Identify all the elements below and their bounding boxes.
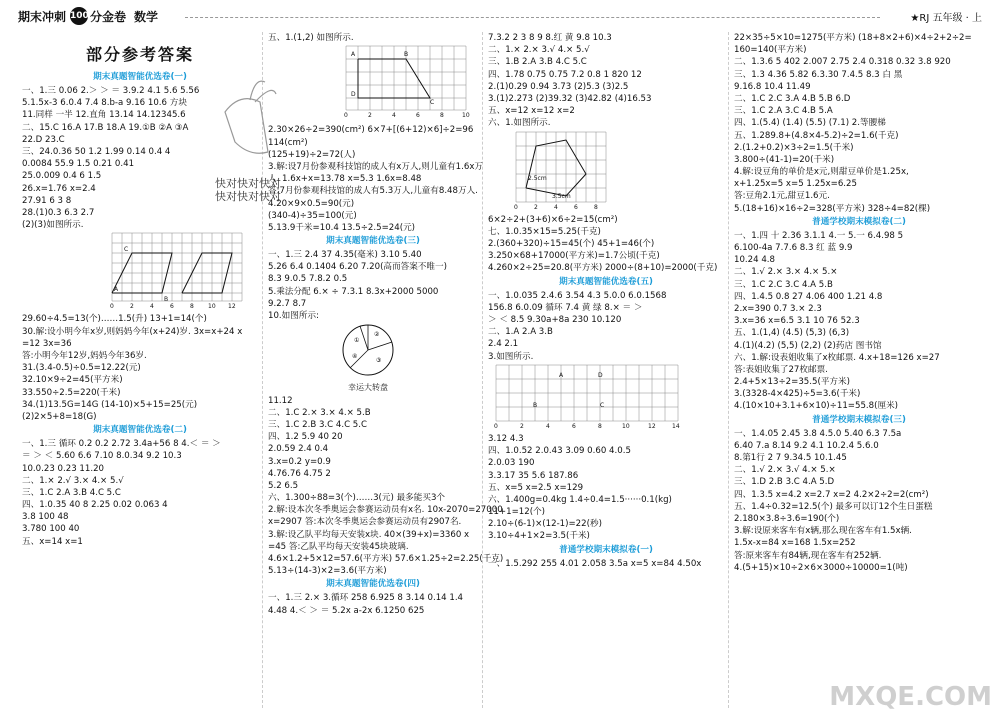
answer-line: 22.D 23.C: [22, 134, 65, 145]
answer-line: 二、1.A 2.A 3.B: [488, 327, 553, 338]
answer-line: 一、1.4.05 2.45 3.8 4.5.0 5.40 6.3 7.5a: [734, 428, 902, 439]
answer-line: 3.250×68+17000(平方米)=1.7公顷(千克): [488, 251, 660, 262]
answer-line: 10.如图所示:: [268, 311, 319, 322]
section-heading: 期末真题智能优选卷(一): [93, 72, 187, 82]
svg-text:6: 6: [574, 203, 578, 210]
answer-line: 6×2÷2+(3+6)×6÷2=15(cm²): [488, 214, 618, 225]
answer-lines: [268, 395, 504, 578]
answer-line: 33.550÷2.5=220(千米): [22, 387, 121, 398]
answer-line: 五、x=14 x=1: [22, 536, 83, 547]
answer-line: 29.60÷4.5=13(个)……1.5(升) 13+1=14(个): [22, 314, 207, 325]
answer-line: 11+1=12(个): [488, 507, 546, 518]
answer-line: 32.10×9÷2=45(平方米): [22, 375, 123, 386]
answer-line: 2.解:设本次冬季奥运会参赛运动员有x名. 10x-2070=27000: [268, 505, 503, 516]
answer-line: 一、1.0.035 2.4.6 3.54 4.3 5.0.0 6.0.1568: [488, 290, 667, 301]
header-divider: [185, 17, 880, 18]
svg-text:8: 8: [440, 112, 444, 120]
svg-text:2: 2: [368, 112, 372, 120]
section-heading: 普通学校期末模拟卷(三): [812, 414, 906, 425]
answer-line: 5.26 6.4 0.1404 6.20 7.20(高而答案不唯一): [268, 262, 447, 273]
svg-text:10: 10: [462, 112, 470, 120]
answer-line: 2.10÷(6-1)×(12-1)=22(秒): [488, 519, 602, 530]
answer-line: 2.x=390 0.7 3.× 2.3: [734, 303, 822, 314]
answer-lines: [488, 32, 724, 130]
answer-line: 一、1.三 循环 0.2 0.2 2.72 3.4a+56 8 4.＜ ＝ ＞: [22, 439, 221, 450]
answer-line: x+1.25x=5 x=5 1.25x=6.25: [734, 179, 857, 190]
answer-line: 4.解:设豆角的单价是x元,则甜豆单价是1.25x,: [734, 167, 909, 178]
page-header: [0, 0, 1000, 30]
answer-line: 一、1.5.292 255 4.01 2.058 3.5a x=5 x=84 4.50x: [488, 558, 702, 569]
answer-line: 二、1.× 2.× 3.√ 4.× 5.√: [488, 45, 590, 56]
answer-line: 114(cm²): [268, 137, 308, 148]
answer-lines: [488, 214, 724, 275]
column-divider: [482, 32, 483, 708]
answer-line: 2.180×3.8÷3.6=190(个): [734, 513, 840, 524]
points-grid-figure: [488, 363, 688, 429]
edition-label: ★RJ 五年级 · 上: [910, 13, 982, 24]
answer-line: 11.12: [268, 395, 293, 406]
answer-line: 10.0.23 0.23 11.20: [22, 463, 105, 474]
answer-line: 答:原来客车有84辆,现在客车有252辆.: [734, 550, 882, 561]
answer-line: 2.0.03 190: [488, 458, 535, 469]
svg-text:B: B: [533, 401, 538, 409]
answer-line: 四、1.0.52 2.0.43 3.09 0.60 4.0.5: [488, 446, 631, 457]
answer-line: 2.30×26÷2=390(cm²) 6×7+[(6+12)×6]÷2=96: [268, 125, 474, 136]
answer-line: 三、1.C 2.A 3.B 4.C 5.C: [22, 487, 121, 498]
answer-line: 三、1.C 2.C 3.C 4.A 5.B: [734, 279, 833, 290]
spinner-figure: [328, 322, 408, 394]
svg-text:8: 8: [594, 203, 598, 210]
answer-line: 25.0.009 0.4 6 1.5: [22, 171, 102, 182]
svg-text:3.5cm: 3.5cm: [552, 192, 571, 200]
answer-line: 9.16.8 10.4 11.49: [734, 81, 811, 92]
svg-text:D: D: [351, 91, 356, 99]
answer-line: 3.x=0.2 y=0.9: [268, 456, 331, 467]
svg-text:10: 10: [208, 303, 216, 310]
answer-line: 26.x=1.76 x=2.4: [22, 183, 96, 194]
svg-text:B: B: [164, 296, 169, 304]
answer-line: 9.2.7 8.7: [268, 298, 307, 309]
subject-label: 数学: [134, 9, 159, 24]
answer-line: 3.解:设原来客车有x辆,那么现在客车有1.5x辆.: [734, 526, 912, 537]
answer-line: 五、1.(1,4) (4.5) (5,3) (6,3): [734, 328, 850, 339]
svg-text:14: 14: [672, 422, 680, 429]
answer-line: 22×35÷5×10=1275(平方米) (18+8×2+6)×4÷2+2÷2=: [734, 33, 972, 43]
answer-line: 3.如图所示.: [488, 351, 534, 362]
answer-line: 二、15.C 16.A 17.B 18.A 19.①B ②A ③A: [22, 122, 189, 133]
answer-line: 三、24.0.36 50 1.2 1.99 0.14 0.4 4: [22, 146, 171, 157]
answer-line: 答:小明今年12岁,妈妈今年36岁.: [22, 351, 147, 362]
answer-line: 答:表姐收集了27枚邮票.: [734, 364, 828, 375]
svg-text:②: ②: [374, 331, 380, 339]
answer-lines: [488, 433, 724, 543]
answer-line: 4.76.76 4.75 2: [268, 468, 331, 479]
answer-line: 一、1.三 2.4 37 4.35(毫米) 3.10 5.40: [268, 250, 422, 261]
spinner-wheel: [340, 322, 396, 378]
section-heading: 期末真题智能优选卷(三): [326, 236, 420, 247]
svg-text:0: 0: [494, 422, 498, 429]
answer-line: 一、1.四 十 2.36 3.1.1 4.一 5.一 6.4.98 5: [734, 230, 904, 241]
answer-line: 31.(3.4-0.5)÷0.5=12.22(元): [22, 363, 141, 374]
answer-line: 2.0.59 2.4 0.4: [268, 444, 329, 455]
svg-text:0: 0: [110, 303, 114, 310]
svg-text:2.5cm: 2.5cm: [528, 174, 547, 182]
answer-lines: [734, 32, 984, 215]
svg-text:10: 10: [622, 422, 630, 429]
answer-line: 2.4 2.1: [488, 339, 519, 350]
answer-line: 四、1.0.35 40 8 2.25 0.02 0.063 4: [22, 500, 168, 511]
section-heading: 普通学校期末模拟卷(一): [559, 544, 653, 555]
answer-line: 3.12 4.3: [488, 433, 524, 444]
svg-text:④: ④: [352, 353, 358, 361]
answer-line: 3.780 100 40: [22, 524, 80, 535]
answer-lines: [22, 313, 258, 423]
title-part-1: 期末冲刺: [18, 9, 67, 24]
svg-text:12: 12: [228, 303, 236, 310]
answer-line: 3.x=36 x=6.5 3.1 10 76 52.3: [734, 316, 860, 327]
answer-line: 10.24 4.8: [734, 255, 776, 266]
section-heading: 期末真题智能优选卷(四): [326, 579, 420, 590]
answer-line: 四、1.4.5 0.8 27 4.06 400 1.21 4.8: [734, 291, 883, 302]
answer-line: 11.同样 一半 12.直角 13.14 14.12345.6: [22, 110, 186, 121]
svg-text:A: A: [351, 51, 356, 59]
answer-line: 5.13.9千米=10.4 13.5÷2.5=24(元): [268, 222, 416, 233]
answer-line: 二、1.3.6 5 402 2.007 2.75 2.4 0.318 0.32 3.8 920: [734, 57, 951, 68]
answer-line: 四、1.78 0.75 0.75 7.2 0.8 1 820 12: [488, 69, 642, 80]
parallelogram-grid-figure: [102, 231, 252, 309]
answer-line: x=2907 答:本次冬季奥运会参赛运动员有2907名.: [268, 517, 462, 528]
svg-text:4: 4: [392, 112, 396, 120]
answer-line: 5.(18+16)×16÷2=328(平方米) 328÷4=82(棵): [734, 203, 931, 214]
svg-text:C: C: [430, 99, 435, 107]
answer-line: 答:7月份参观科技馆的成人有5.3万人,儿童有8.48万人.: [268, 186, 478, 197]
page-title: 部分参考答案: [85, 45, 194, 64]
answer-line: 3.解:设乙队平均每天安装x块. 40×(39+x)=3360 x: [268, 529, 470, 540]
answer-line: 3.10÷4+1×2=3.5(千米): [488, 531, 590, 542]
answer-line: 3.(1)2.273 (2)39.32 (3)42.82 (4)16.53: [488, 93, 652, 104]
answer-line: 四、1.3.5 x=4.2 x=2.7 x=2 4.2×2÷2=2(cm²): [734, 489, 929, 500]
stamp-line: 快对快对快对: [215, 190, 281, 203]
answer-line: 160=140(平方米): [734, 45, 807, 56]
answer-line: (125+19)÷2=72(人): [268, 149, 356, 160]
svg-text:6: 6: [572, 422, 576, 429]
answer-line: 二、1.× 2.√ 3.× 4.× 5.√: [22, 475, 124, 486]
spinner-caption: 幸运大转盘: [348, 383, 388, 393]
section-heading: 普通学校期末模拟卷(二): [812, 216, 906, 227]
answer-line: 四、1.(5.4) (1.4) (5.5) (7.1) 2.等腰梯: [734, 118, 886, 129]
answer-line: 五、1.289.8+(4.8×4-5.2)÷2=1.6(千克): [734, 130, 899, 141]
svg-text:B: B: [404, 51, 409, 59]
svg-text:A: A: [559, 371, 564, 379]
answer-line: 5.乘法分配 6.× ÷ 7.3.1 8.3x+2000 5000: [268, 286, 439, 297]
answer-lines: [268, 32, 478, 44]
answer-lines: [734, 230, 984, 413]
answer-line: 4.(5+15)×10÷2×6×3000÷10000=1(吨): [734, 562, 908, 573]
answer-line: 28.(1)0.3 6.3 2.7: [22, 207, 95, 218]
answer-lines: [268, 124, 484, 234]
answer-line: 二、1.√ 2.× 3.√ 4.× 5.×: [734, 465, 836, 476]
answer-line: 人. 1.6x+x=13.78 x=5.3 1.6x=8.48: [268, 174, 422, 185]
answer-line: 三、1.B 2.A 3.B 4.C 5.C: [488, 57, 587, 68]
answer-line: 1.5x-x=84 x=168 1.5x=252: [734, 538, 856, 549]
answer-line: 6.40 7.a 8.14 9.2 4.1 10.2.4 5.6.0: [734, 440, 879, 451]
answer-line: 2.(360+320)÷15=45(个) 45+1=46(个): [488, 239, 655, 250]
answer-line: 一、1.三 2.× 3.循环 258 6.925 8 3.14 0.14 1.4: [268, 593, 464, 604]
section-heading: 期末真题智能优选卷(五): [559, 276, 653, 287]
svg-text:2: 2: [534, 203, 538, 210]
answer-line: 7.3.2 2 3 8 9 8.红 黄 9.8 10.3: [488, 33, 612, 43]
answer-line: 二、1.C 2.C 3.A 4.B 5.B 6.D: [734, 93, 851, 104]
answer-line: 4.260×2÷25=20.8(平方米) 2000÷(8+10)=2000(千克): [488, 263, 718, 274]
answer-line: 34.(1)13.5G=14G (14-10)×5+15=25(元): [22, 399, 198, 410]
answer-line: 2.(1.2+0.2)×3÷2=1.5(千米): [734, 142, 854, 153]
answer-line: ＝ ＞ ＜ 5.60 6.6 7.10 8.0.34 9.2 10.3: [22, 451, 182, 462]
answer-line: 4.6×1.2+5×12=57.6(平方米) 57.6×1.25÷2=2.25(千克): [268, 554, 504, 565]
trapezoid-grid-figure: [338, 44, 478, 120]
answer-line: 三、1.D 2.B 3.C 4.A 5.D: [734, 477, 835, 488]
answer-lines: [268, 249, 478, 322]
pentagon-grid-figure: [508, 130, 618, 210]
section-heading: 期末真题智能优选卷(二): [93, 425, 187, 436]
answer-line: 3.8 100 48: [22, 512, 69, 523]
answer-line: 三、1.3 4.36 5.82 6.3.30 7.4.5 8.3 白 黑: [734, 69, 903, 80]
svg-text:4: 4: [150, 303, 154, 310]
svg-text:③: ③: [376, 357, 382, 365]
answer-line: 三、1.C 2.B 3.C 4.C 5.C: [268, 419, 368, 430]
answer-line: 二、1.√ 2.× 3.× 4.× 5.×: [734, 267, 838, 278]
svg-text:4: 4: [554, 203, 558, 210]
svg-text:①: ①: [354, 337, 360, 345]
answer-line: 5.2 6.5: [268, 480, 299, 491]
answer-lines: [488, 290, 724, 363]
answer-line: 4.(10×10+3.1+6×10)÷11=55.8(厘米): [734, 401, 899, 412]
svg-text:0: 0: [514, 203, 518, 210]
answer-line: 2.(1)0.29 0.94 3.73 (2)5.3 (3)2.5: [488, 81, 629, 92]
answer-line: (340-4)÷35=100(元): [268, 210, 357, 221]
answer-line: 一、1.三 0.06 2.＞ ＞ ＝ 3.9.2 4.1 5.6 5.56: [22, 86, 200, 96]
answer-line: 四、1.2 5.9 40 20: [268, 432, 343, 443]
answer-line: 六、1.400g=0.4kg 1.4÷0.4=1.5······0.1(kg): [488, 494, 672, 505]
answer-lines: [22, 438, 258, 548]
svg-text:C: C: [124, 246, 129, 254]
svg-text:8: 8: [190, 303, 194, 310]
column-divider: [728, 32, 729, 708]
answer-line: 七、1.0.35×15=5.25(千克): [488, 226, 601, 237]
answer-line: 5.13÷(14-3)×2=3.6(平方米): [268, 566, 387, 577]
answer-line: 8.第1行 2 7 9.34.5 10.1.45: [734, 453, 847, 463]
svg-text:2: 2: [130, 303, 134, 310]
svg-text:2: 2: [520, 422, 524, 429]
answer-line: 五、1.(1,2) 如图所示.: [268, 33, 354, 43]
svg-text:6: 6: [416, 112, 420, 120]
answer-column-3: [488, 32, 724, 570]
answer-line: 27.91 6 3 8: [22, 195, 72, 206]
answer-line: 答:豆角2.1元,甜豆1.6元.: [734, 191, 830, 202]
title-part-2: 分金卷: [90, 9, 127, 24]
answer-line: (2)2×5+8=18(G): [22, 411, 97, 422]
answer-line: (2)(3)如图所示.: [22, 220, 84, 231]
score-badge: 100: [70, 7, 88, 25]
svg-text:D: D: [598, 371, 603, 379]
answer-line: 8.3 9.0.5 7.8.2 0.5: [268, 274, 348, 285]
svg-text:0: 0: [344, 112, 348, 120]
answer-line: 2.4+5×13÷2=35.5(平方米): [734, 377, 850, 388]
svg-text:12: 12: [648, 422, 656, 429]
answer-line: 4.(1)(4.2) (5,5) (2,2) (2)药店 图书馆: [734, 340, 882, 351]
answer-line: 3.(3328-4×425)÷5=3.6(千米): [734, 389, 861, 400]
svg-text:A: A: [114, 286, 119, 294]
answer-line: 三、1.C 2.A 3.C 4.B 5.A: [734, 106, 833, 117]
answer-line: 6.100-4a 7.7.6 8.3 红 蓝 9.9: [734, 243, 853, 253]
answer-lines: [734, 428, 984, 574]
answer-line: 六、1.解:设表姐收集了x枚邮票. 4.x+18=126 x=27: [734, 352, 940, 363]
answer-line: =45 答:乙队平均每天安装45块玻璃.: [268, 541, 409, 552]
answer-line: ＞ ＜ 8.5 9.30a+8a 230 10.120: [488, 315, 622, 326]
answer-line: 二、1.C 2.× 3.× 4.× 5.B: [268, 407, 371, 418]
answer-line: 3.3.17 35 5.6 187.86: [488, 470, 579, 481]
answer-line: 五、1.4÷0.32=12.5(个) 最多可以订12个生日蛋糕: [734, 501, 933, 512]
answer-lines: [268, 592, 478, 616]
svg-text:8: 8: [598, 422, 602, 429]
answer-column-4: [734, 32, 984, 574]
answer-line: =12 3x=36: [22, 338, 72, 349]
answer-line: 五、x=5 x=2.5 x=129: [488, 482, 584, 493]
answer-line: 五、x=12 x=12 x=2: [488, 106, 575, 117]
svg-text:6: 6: [170, 303, 174, 310]
answer-line: 3.800÷(41-1)=20(千米): [734, 154, 835, 165]
book-title: [18, 6, 158, 26]
answer-line: 3.解:设7月份参观科技馆的成人有x万人,则儿童有1.6x万: [268, 161, 484, 172]
answer-line: 30.解:设小明今年x岁,则妈妈今年(x+24)岁. 3x=x+24 x: [22, 326, 243, 337]
answer-line: 六、1.如图所示.: [488, 118, 551, 129]
svg-text:4: 4: [546, 422, 550, 429]
answer-lines: [488, 558, 724, 570]
answer-line: 六、1.300÷88=3(个)……3(元) 最多能买3个: [268, 493, 446, 504]
answer-line: 5.1.5x-3 6.0.4 7.4 8.b-a 9.16 10.6 方块: [22, 98, 187, 109]
answer-line: 156.8 6.0.09 循环 7.4 黄 绿 8.× ＝ ＞: [488, 302, 643, 313]
answer-line: 4.20×9×0.5=90(元): [268, 198, 355, 209]
answer-line: 0.0084 55.9 1.5 0.21 0.41: [22, 159, 135, 170]
answer-line: 4.48 4.＜ ＞ ＝ 5.2x a-2x 6.1250 625: [268, 605, 425, 616]
watermark: MXQE.COM: [829, 682, 992, 712]
stamp-line: 快对快对快对: [215, 177, 281, 190]
svg-text:C: C: [600, 401, 605, 409]
